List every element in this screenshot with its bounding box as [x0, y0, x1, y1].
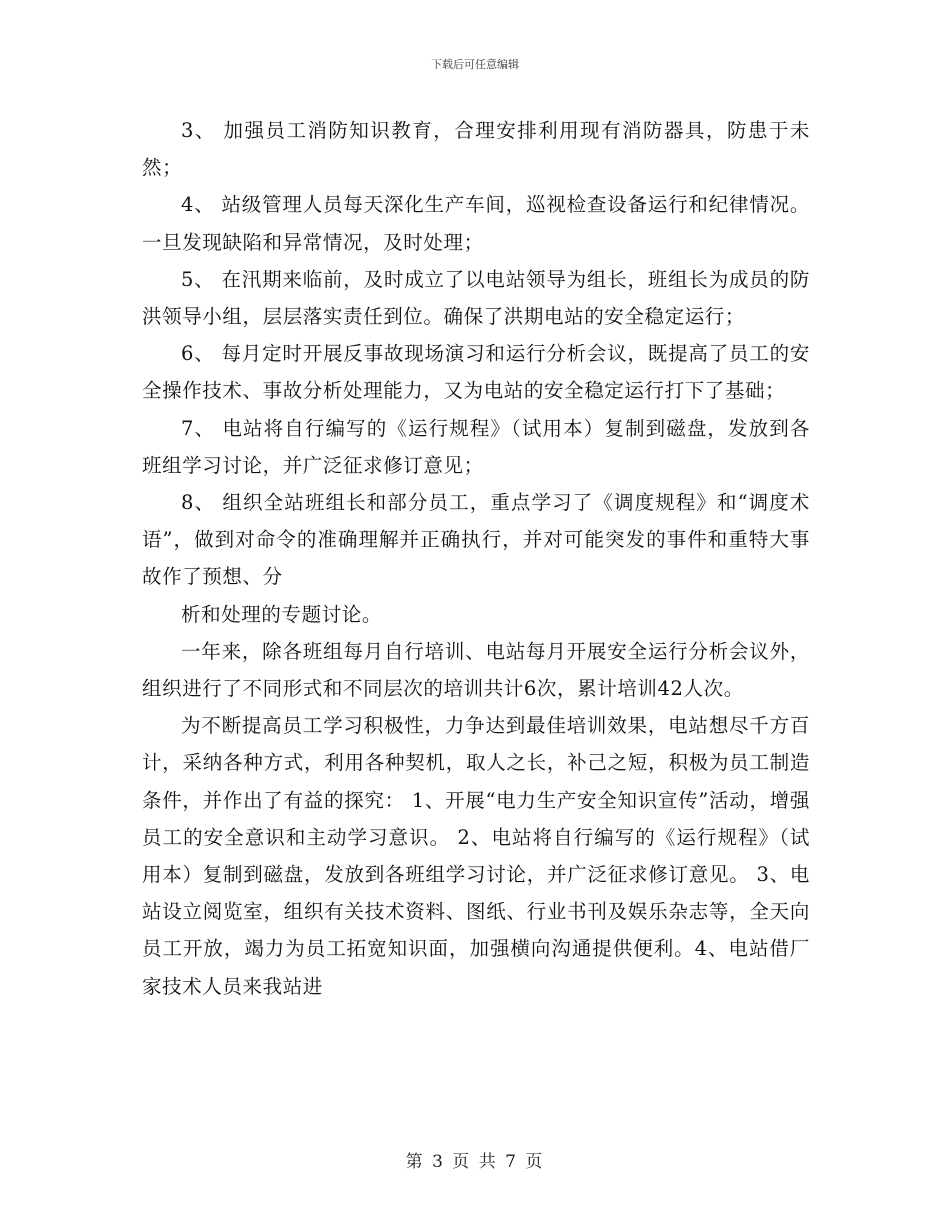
paragraph-item-5: 5、 在汛期来临前，及时成立了以电站领导为组长，班组长为成员的防洪领导小组，层层落实责任到位。确保了洪期电站的安全稳定运行； — [142, 267, 810, 329]
paragraph-item-6: 6、 每月定时开展反事故现场演习和运行分析会议，既提高了员工的安全操作技术、事故分析处理能力，又为电站的安全稳定运行打下了基础； — [142, 342, 810, 403]
paragraph-item-7: 7、 电站将自行编写的《运行规程》（试用本）复制到磁盘，发放到各班组学习讨论，并广泛征求修订意见； — [142, 416, 810, 477]
paragraph-training-methods: 为不断提高员工学习积极性，力争达到最佳培训效果，电站想尽千方百计，采纳各种方式，利用各种契机，取人之长，补己之短，积极为员工制造条件，并作出了有益的探究： 1、开展“电力生产安全知识宣传”活动，增强员工的安全意识和主动学习意识。 2、电站将自行编写的《运行规程》（试用本）复制到磁盘，发放到各班组学习讨论，并广泛征求修订意见。 3、电站设立阅览室，组织有关技术资料、图纸、行业书刊及娱乐杂志等，全天向员工开放，竭力为员工拓宽知识面，加强横向沟通提供便利。4、电站借厂家技术人员来我站进 — [142, 714, 810, 998]
paragraph-item-8: 8、 组织全站班组长和部分员工，重点学习了《调度规程》和“调度术语”，做到对命令的准确理解并正确执行，并对可能突发的事件和重特大事故作了预想、分 — [142, 491, 810, 589]
paragraph-item-3: 3、 加强员工消防知识教育，合理安排利用现有消防器具，防患于未然； — [142, 119, 810, 180]
paragraph-item-4: 4、 站级管理人员每天深化生产车间，巡视检查设备运行和纪律情况。一旦发现缺陷和异常情况，及时处理； — [142, 193, 810, 254]
page-header: 下载后可任意编辑 — [431, 58, 519, 71]
paragraph-continuation: 析和处理的专题讨论。 — [181, 602, 383, 626]
document-body — [142, 112, 810, 1005]
page-number: 第 3 页 共 7 页 — [405, 1152, 545, 1172]
paragraph-training-summary: 一年来，除各班组每月自行培训、电站每月开展安全运行分析会议外，组织进行了不同形式和不同层次的培训共计6次，累计培训42人次。 — [142, 639, 810, 701]
